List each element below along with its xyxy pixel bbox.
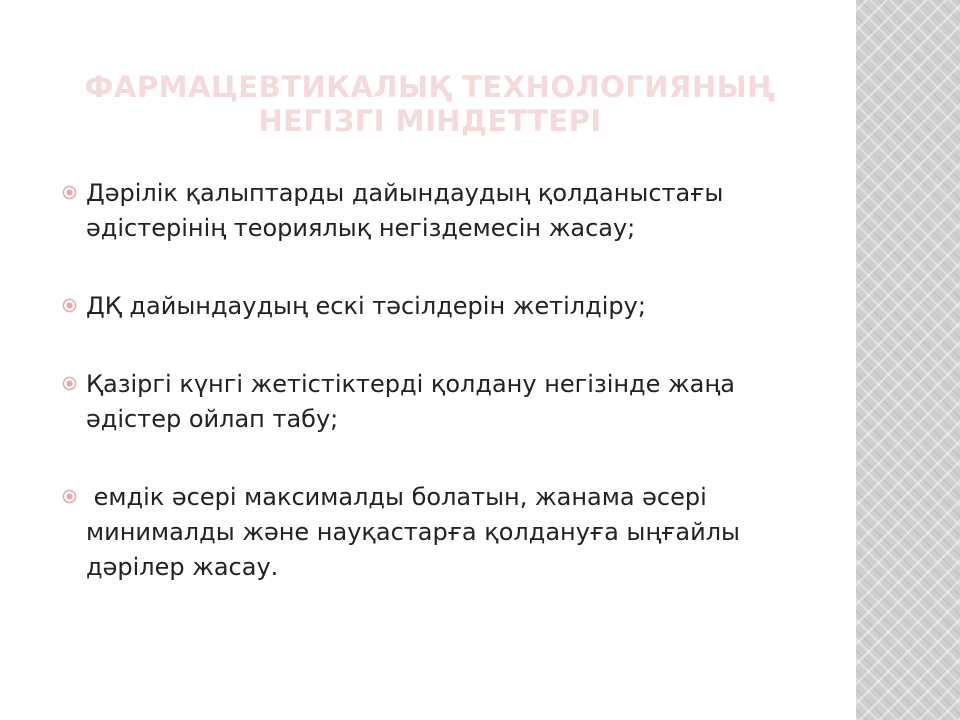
list-item-text: ДҚ дайындаудың ескі тәсілдерін жетілдіру; <box>86 292 646 320</box>
list-item <box>62 176 832 246</box>
list-item-text: Дәрілік қалыптарды дайындаудың қолданыстағы әдістерінің теориялық негіздемесін жасау; <box>86 179 724 242</box>
bullet-list <box>62 176 832 585</box>
title-line-1: ФАРМАЦЕВТИКАЛЫҚ ТЕХНОЛОГИЯНЫҢ <box>84 70 776 104</box>
list-item <box>62 289 832 324</box>
list-item-text: емдік әсері максималды болатын, жанама әсері минималды және науқастарға қолдануға ыңғайлы дәрілер жасау. <box>86 483 748 581</box>
list-item <box>62 367 832 437</box>
circled-dot-icon <box>62 185 77 200</box>
decorative-side-band <box>856 0 960 720</box>
slide-title <box>40 70 820 138</box>
circled-dot-icon <box>62 489 77 504</box>
title-line-2: НЕГІЗГІ МІНДЕТТЕРІ <box>258 104 602 138</box>
circled-dot-icon <box>62 298 77 313</box>
list-item <box>62 480 832 585</box>
circled-dot-icon <box>62 376 77 391</box>
list-item-text: Қазіргі күнгі жетістіктерді қолдану негізінде жаңа әдістер ойлап табу; <box>86 370 735 433</box>
